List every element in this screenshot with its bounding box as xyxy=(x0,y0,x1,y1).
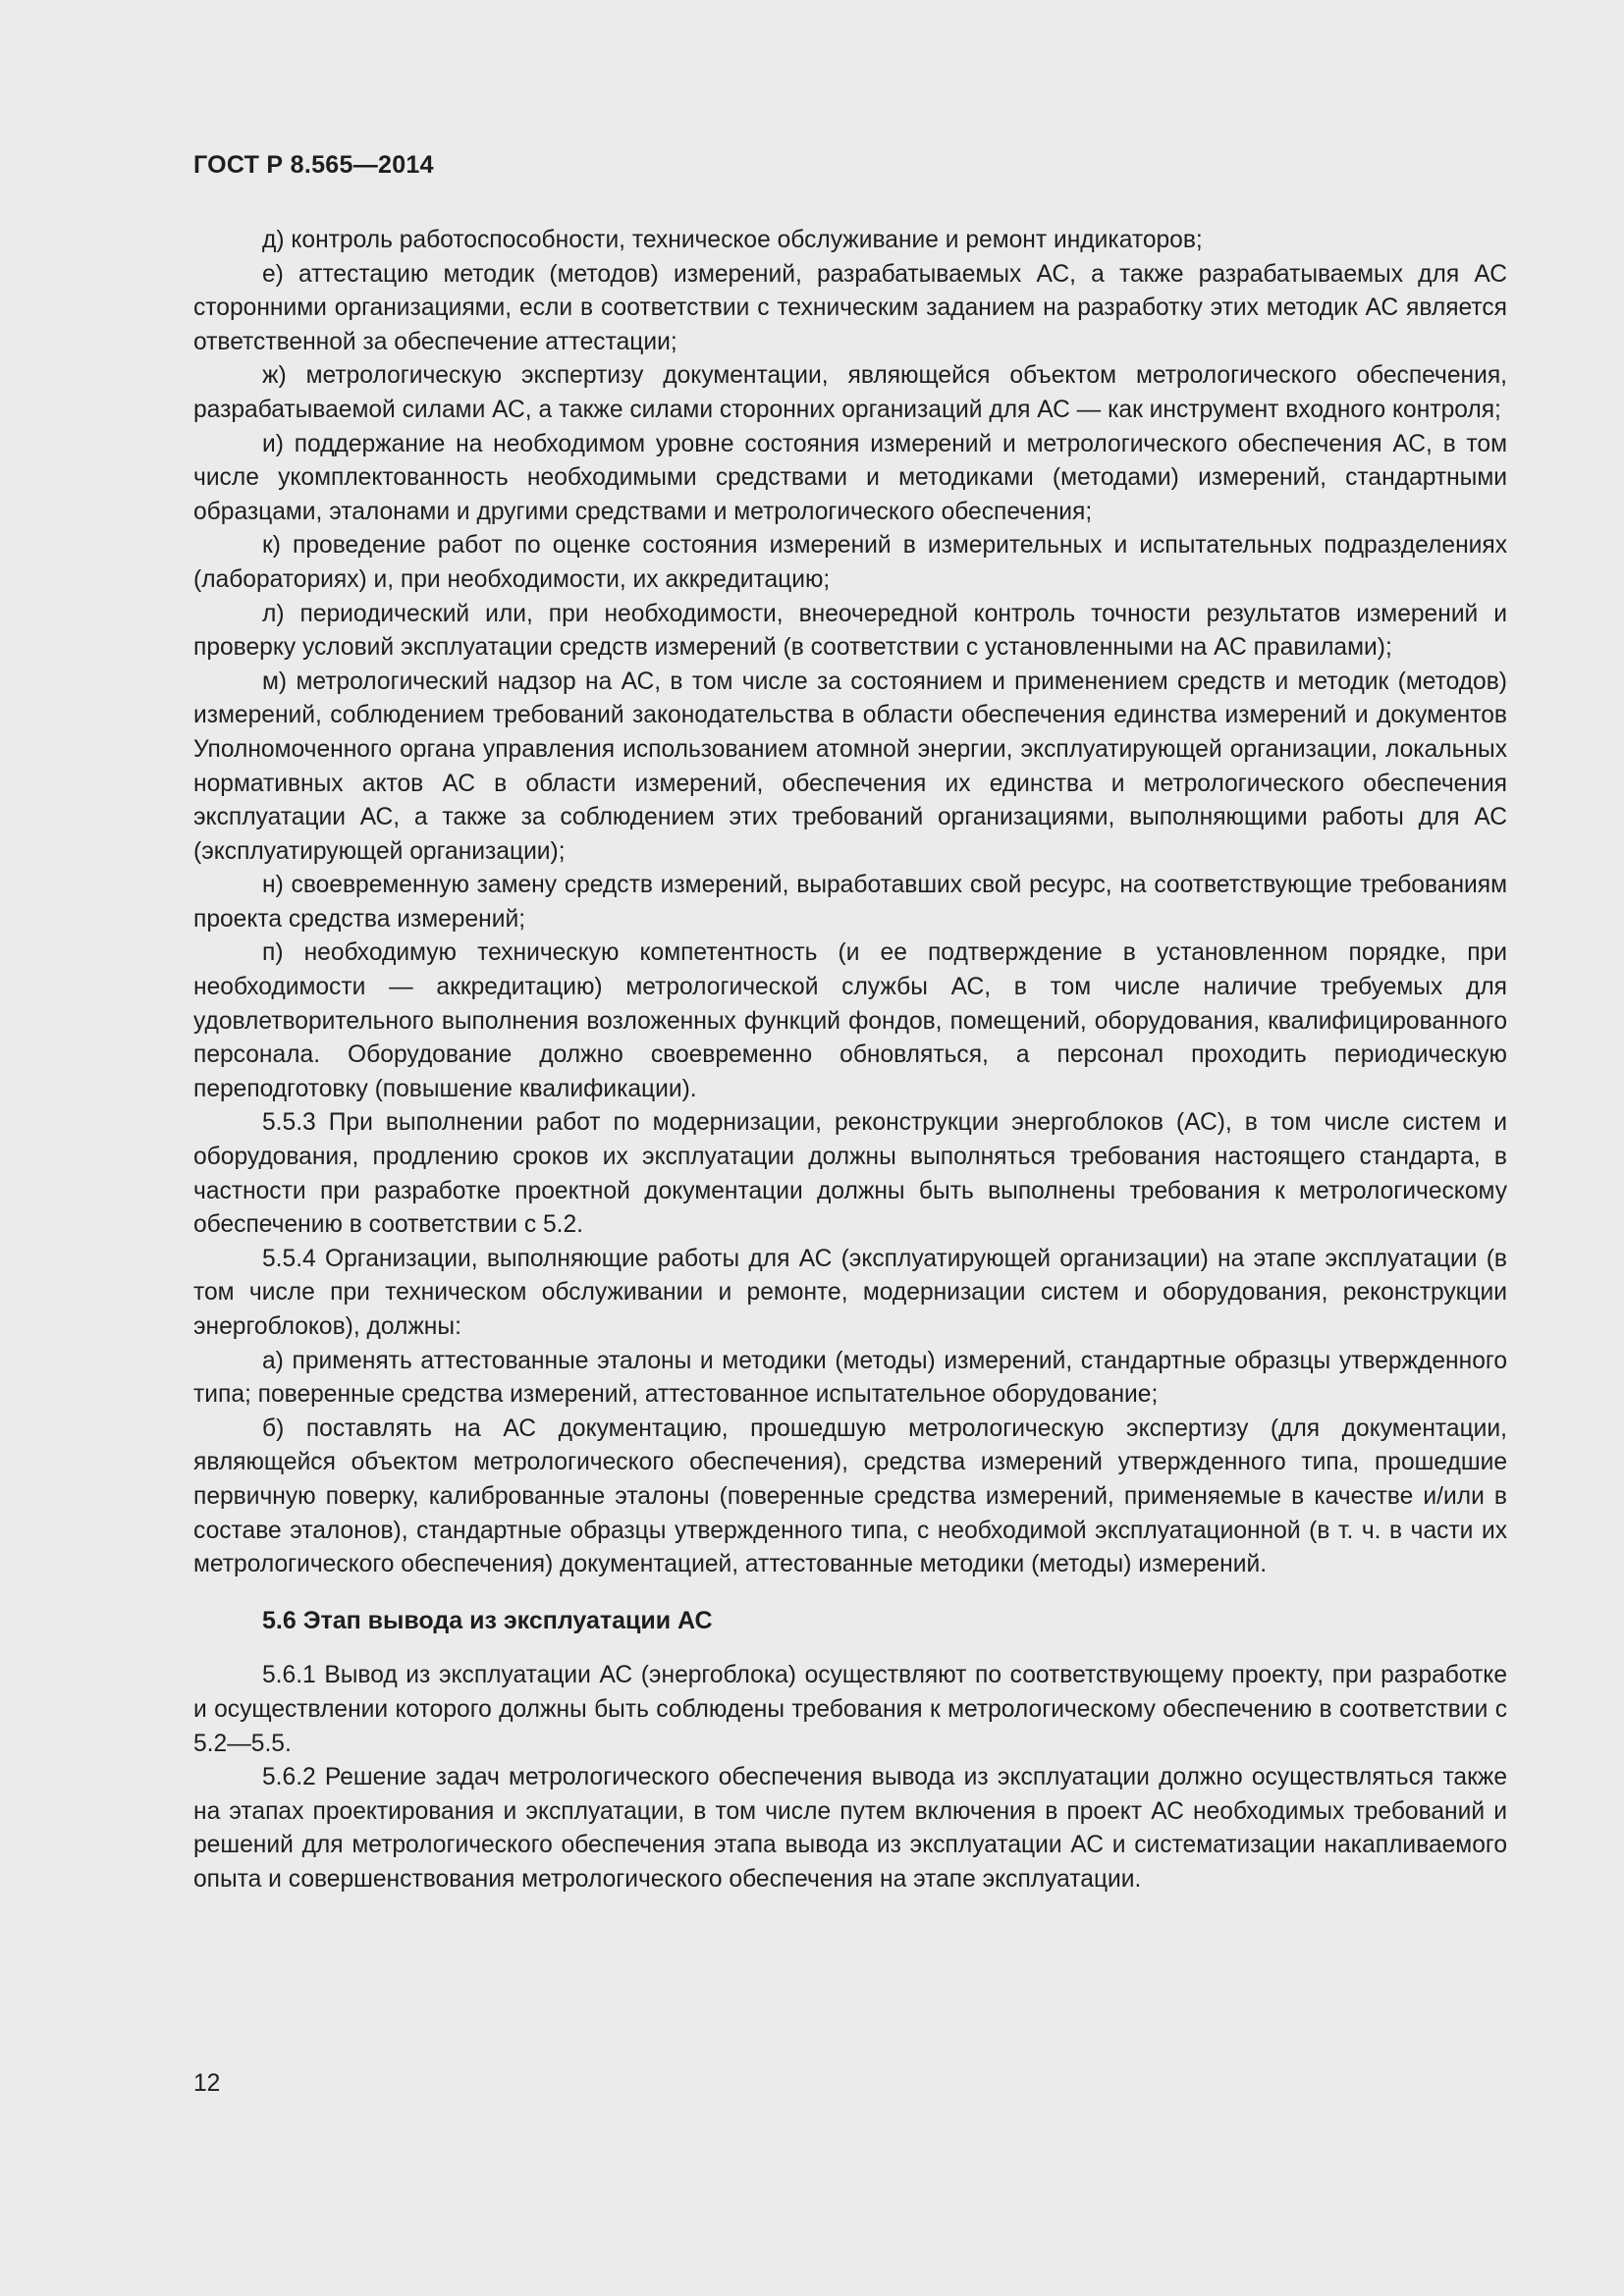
paragraph-a: а) применять аттестованные эталоны и методики (методы) измерений, стандартные образцы утвержденного типа; поверенные средства измерений, аттестованное испытательное оборудование; xyxy=(193,1347,1507,1409)
paragraph-p: п) необходимую техническую компетентность (и ее подтверждение в установленном порядке, при необходимости — аккредитацию) метрологической службы АС, в том числе наличие требуемых для удовлетворительного выполнения возложенных функций фондов, помещений, оборудования, квалифицированного персонала. Оборудование должно своевременно обновляться, а персонал проходить периодическую переподготовку (повышение квалификации). xyxy=(193,939,1507,1102)
paragraph-m: м) метрологический надзор на АС, в том числе за состоянием и применением средств и методик (методов) измерений, соблюдением требований законодательства в области обеспечения единства измерений и документов Уполномоченного органа управления использованием атомной энергии, эксплуатирующей организации, локальных нормативных актов АС в области измерений, обеспечения их единства и метрологического обеспечения эксплуатации АС, а также за соблюдением этих требований организациями, выполняющими работы для АС (эксплуатирующей организации); xyxy=(193,667,1507,865)
paragraph-l: л) периодический или, при необходимости, внеочередной контроль точности результатов измерений и проверку условий эксплуатации средств измерений (в соответствии с установленными на АС правилами); xyxy=(193,600,1507,662)
document-body xyxy=(193,224,1507,1897)
paragraph-n: н) своевременную замену средств измерений, выработавших свой ресурс, на соответствующие требованиям проекта средства измерений; xyxy=(193,872,1507,933)
paragraph-k: к) проведение работ по оценке состояния измерений в измерительных и испытательных подразделениях (лабораториях) и, при необходимости, их аккредитацию; xyxy=(193,532,1507,593)
paragraph-zh: ж) метрологическую экспертизу документации, являющейся объектом метрологического обеспечения, разрабатываемой силами АС, а также силами сторонних организаций для АС — как инструмент входного контроля; xyxy=(193,362,1507,423)
paragraph-b: б) поставлять на АС документацию, прошедшую метрологическую экспертизу (для документации, являющейся объектом метрологического обеспечения), средства измерений утвержденного типа, прошедшие первичную поверку, калиброванные эталоны (поверенные средства измерений, применяемые в качестве и/или в составе эталонов), стандартные образцы утвержденного типа, с необходимой эксплуатационной (в т. ч. в части их метрологического обеспечения) документацией, аттестованные методики (методы) измерений. xyxy=(193,1415,1507,1578)
page-number: 12 xyxy=(193,2070,221,2097)
clause-5-5-3: 5.5.3 При выполнении работ по модернизации, реконструкции энергоблоков (АС), в том числе систем и оборудования, продлению сроков их эксплуатации должны выполняться требования настоящего стандарта, в частности при разработке проектной документации должны быть выполнены требования к метрологическому обеспечению в соответствии с 5.2. xyxy=(193,1109,1507,1239)
paragraph-d: д) контроль работоспособности, техническое обслуживание и ремонт индикаторов; xyxy=(262,227,1203,253)
paragraph-i: и) поддержание на необходимом уровне состояния измерений и метрологического обеспечения АС, в том числе укомплектованность необходимыми средствами и методиками (методами) измерений, стандартными образцами, эталонами и другими средствами и метрологического обеспечения; xyxy=(193,430,1507,525)
section-heading-5-6: 5.6 Этап вывода из эксплуатации АС xyxy=(262,1606,713,1634)
clause-5-6-1: 5.6.1 Вывод из эксплуатации АС (энергоблока) осуществляют по соответствующему проекту, при разработке и осуществлении которого должны быть соблюдены требования к метрологическому обеспечению в соответствии с 5.2—5.5. xyxy=(193,1662,1507,1757)
paragraph-e: е) аттестацию методик (методов) измерений, разрабатываемых АС, а также разрабатываемых для АС сторонними организациями, если в соответствии с техническим заданием на разработку этих методик АС является ответственной за обеспечение аттестации; xyxy=(193,260,1507,355)
document-header: ГОСТ Р 8.565—2014 xyxy=(193,151,434,179)
clause-5-5-4: 5.5.4 Организации, выполняющие работы для АС (эксплуатирующей организации) на этапе эксплуатации (в том числе при техническом обслуживании и ремонте, модернизации систем и оборудования, реконструкции энергоблоков), должны: xyxy=(193,1245,1507,1340)
clause-5-6-2: 5.6.2 Решение задач метрологического обеспечения вывода из эксплуатации должно осуществляться также на этапах проектирования и эксплуатации, в том числе путем включения в проект АС необходимых требований и решений для метрологического обеспечения этапа вывода из эксплуатации АС и систематизации накапливаемого опыта и совершенствования метрологического обеспечения на этапе эксплуатации. xyxy=(193,1764,1507,1893)
